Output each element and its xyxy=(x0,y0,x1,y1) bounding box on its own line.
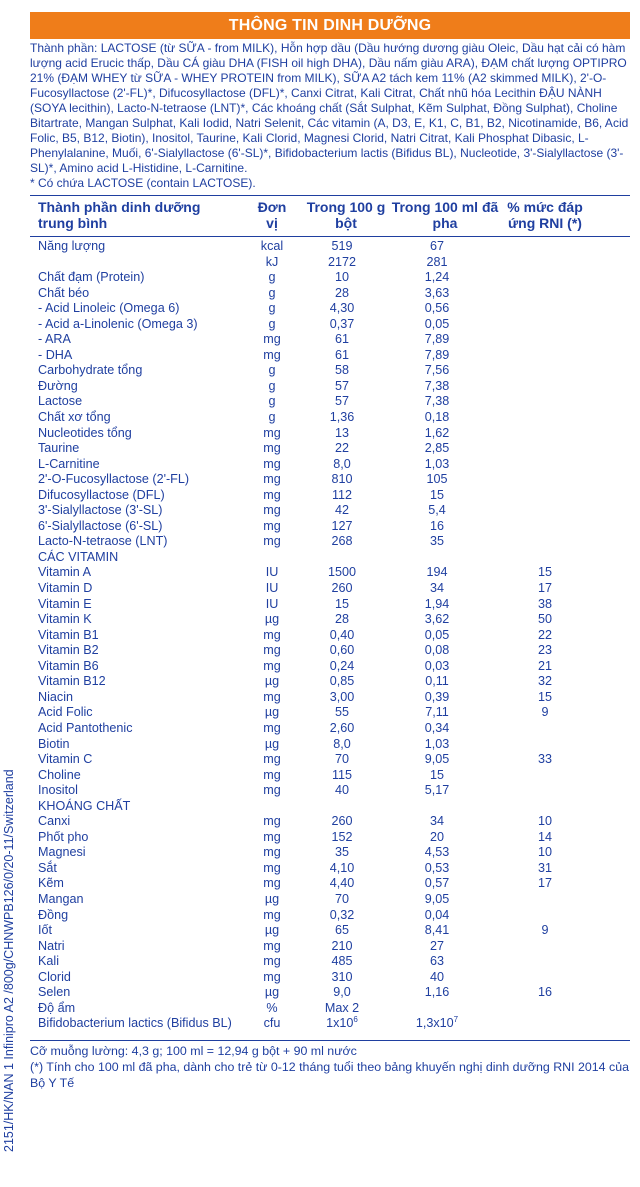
per-100g-value: Max 2 xyxy=(324,1000,360,1015)
rni-percent: 16 xyxy=(537,985,552,1000)
unit: mg xyxy=(263,332,281,347)
per-100ml-value: 3,62 xyxy=(424,612,450,627)
nutrient-name: Lactose xyxy=(38,394,83,409)
rni-percent: 32 xyxy=(537,674,552,689)
per-100ml-value: 0,11 xyxy=(425,674,449,689)
table-row xyxy=(30,441,630,457)
unit: mg xyxy=(263,720,281,735)
per-100g-value: 58 xyxy=(334,363,349,378)
rni-percent: 31 xyxy=(537,860,552,875)
per-100g-value: $1x10^6$ xyxy=(326,1015,358,1031)
nutrient-name: Chất đạm (Protein) xyxy=(38,270,145,285)
nutrient-name: Chất xơ tổng xyxy=(38,410,111,425)
unit: % xyxy=(266,1000,278,1015)
nutrient-name: Vitamin C xyxy=(38,752,93,767)
unit: µg xyxy=(264,891,280,906)
rni-percent: 10 xyxy=(537,814,552,829)
unit: mg xyxy=(263,969,281,984)
per-100g-value: 0,40 xyxy=(329,627,355,642)
rni-percent: 23 xyxy=(537,643,552,658)
unit: mg xyxy=(263,767,281,782)
per-100ml-value: 7,56 xyxy=(424,363,450,378)
nutrient-name: Magnesi xyxy=(38,845,86,860)
per-100ml-value: 9,05 xyxy=(424,891,450,906)
unit: µg xyxy=(264,736,280,751)
per-100ml-value: 0,03 xyxy=(424,658,450,673)
unit: cfu xyxy=(263,1016,281,1031)
unit: µg xyxy=(264,612,280,627)
per-100ml-value: $1,3x10^7$ xyxy=(415,1015,459,1031)
rni-percent: 17 xyxy=(537,876,552,891)
table-row xyxy=(30,503,630,519)
per-100g-value: 810 xyxy=(331,472,353,487)
header-per-100ml: Trong 100 ml đã pha xyxy=(391,199,499,231)
nutrient-name: Inositol xyxy=(38,783,78,798)
nutrient-name: Phốt pho xyxy=(38,829,89,844)
nutrient-name: Canxi xyxy=(38,814,71,829)
table-row xyxy=(30,286,630,302)
nutrient-name: Natri xyxy=(38,938,65,953)
per-100ml-value: 0,05 xyxy=(424,627,450,642)
per-100g-value: 70 xyxy=(334,891,349,906)
per-100ml-value: 7,89 xyxy=(424,347,450,362)
per-100ml-value: 20 xyxy=(429,829,444,844)
nutrient-name: - Acid Linoleic (Omega 6) xyxy=(38,301,180,316)
unit: mg xyxy=(263,503,281,518)
rni-percent: 9 xyxy=(541,923,549,938)
rni-percent: 15 xyxy=(537,689,552,704)
per-100ml-value: 1,03 xyxy=(424,456,450,471)
table-row xyxy=(30,752,630,768)
unit: g xyxy=(268,410,276,425)
nutrient-name: Acid Folic xyxy=(38,705,93,720)
nutrient-name: Nucleotides tổng xyxy=(38,425,132,440)
nutrient-name: Vitamin B1 xyxy=(38,627,99,642)
per-100g-value: 3,00 xyxy=(329,689,355,704)
per-100g-value: 260 xyxy=(331,581,353,596)
unit: mg xyxy=(263,441,281,456)
table-row xyxy=(30,550,630,566)
per-100g-value: 4,40 xyxy=(329,876,355,891)
per-100g-value: 1,36 xyxy=(329,410,355,425)
unit: IU xyxy=(265,581,279,596)
per-100g-value: 310 xyxy=(331,969,353,984)
rni-percent: 22 xyxy=(537,627,552,642)
footer-divider xyxy=(30,1040,630,1041)
rni-percent: 17 xyxy=(537,581,552,596)
unit: mg xyxy=(263,472,281,487)
table-row xyxy=(30,255,630,271)
unit: mg xyxy=(263,534,281,549)
unit: g xyxy=(268,301,276,316)
per-100ml-value: 8,41 xyxy=(424,923,450,938)
table-row xyxy=(30,737,630,753)
rni-percent: 21 xyxy=(537,658,552,673)
per-100g-value: 485 xyxy=(331,954,353,969)
table-row xyxy=(30,985,630,1001)
table-row xyxy=(30,270,630,286)
unit: mg xyxy=(263,845,281,860)
per-100ml-value: 34 xyxy=(429,814,444,829)
table-row xyxy=(30,830,630,846)
table-row xyxy=(30,519,630,535)
nutrient-name: Đường xyxy=(38,378,78,393)
per-100g-value: 268 xyxy=(331,534,353,549)
nutrient-name: Iốt xyxy=(38,923,53,938)
nutrient-name: Vitamin D xyxy=(38,581,93,596)
table-row xyxy=(30,363,630,379)
table-row xyxy=(30,394,630,410)
per-100g-value: 42 xyxy=(334,503,349,518)
per-100g-value: 0,37 xyxy=(329,316,355,331)
nutrient-name: 3'-Sialyllactose (3'-SL) xyxy=(38,503,163,518)
nutrient-name: Vitamin E xyxy=(38,596,92,611)
rni-percent: 14 xyxy=(537,829,552,844)
per-100g-value: 519 xyxy=(331,239,353,253)
nutrient-name: 6'-Sialyllactose (6'-SL) xyxy=(38,518,163,533)
nutrient-name: Đồng xyxy=(38,907,69,922)
table-row xyxy=(30,426,630,442)
table-row xyxy=(30,628,630,644)
rni-percent: 10 xyxy=(537,845,552,860)
per-100ml-value: 16 xyxy=(429,518,444,533)
table-row xyxy=(30,643,630,659)
nutrient-name: Choline xyxy=(38,767,81,782)
scoop-info: Cỡ muỗng lường: 4,3 g; 100 ml = 12,94 g bột + 90 ml nước xyxy=(30,1043,357,1058)
per-100ml-value: 0,08 xyxy=(424,643,450,658)
footer-notes xyxy=(30,1043,630,1091)
table-row xyxy=(30,457,630,473)
table-row xyxy=(30,239,630,255)
per-100g-value: 28 xyxy=(334,612,349,627)
nutrient-name: Bifidobacterium lactics (Bifidus BL) xyxy=(38,1016,232,1031)
per-100ml-value: 0,53 xyxy=(424,860,450,875)
per-100ml-value: 194 xyxy=(426,565,448,580)
table-row xyxy=(30,410,630,426)
table-row xyxy=(30,674,630,690)
per-100ml-value: 7,89 xyxy=(424,332,450,347)
per-100g-value: 0,24 xyxy=(329,658,355,673)
nutrient-name: Vitamin A xyxy=(38,565,91,580)
per-100ml-value: 105 xyxy=(426,472,448,487)
table-row xyxy=(30,534,630,550)
nutrient-name: Vitamin B12 xyxy=(38,674,106,689)
per-100g-value: 8,0 xyxy=(333,456,351,471)
table-row xyxy=(30,939,630,955)
table-row xyxy=(30,861,630,877)
nutrient-name: - ARA xyxy=(38,332,71,347)
unit: g xyxy=(268,378,276,393)
per-100ml-value: 7,11 xyxy=(425,705,449,720)
table-row xyxy=(30,908,630,924)
per-100ml-value: 1,03 xyxy=(424,736,450,751)
nutrient-name: Vitamin B2 xyxy=(38,643,99,658)
nutrient-name: Biotin xyxy=(38,736,70,751)
nutrient-name: Difucosyllactose (DFL) xyxy=(38,487,165,502)
per-100g-value: 35 xyxy=(334,845,349,860)
per-100g-value: 10 xyxy=(334,270,349,285)
unit: mg xyxy=(263,876,281,891)
ingredients-paragraph: Thành phần: LACTOSE (từ SỮA - from MILK), Hỗn hợp dầu (Dầu hướng dương giàu Oleic, Dầu hạt cải có hàm lượng acid Erucic thấp, Dầu CÁ giàu DHA (FISH oil high DHA), Dầu nấm giàu ARA), ĐẠM chất lượng OPTIPRO 21% (ĐẠM WHEY từ SỮA - WHEY PROTEIN from MILK), SỮA A2 tách kem 11% (A2 skimmed MILK), 2'-O-Fucosyllactose (2'-FL)*, Difucosyllactose (DFL)*, Canxi Citrat, Kali Citrat, Chất nhũ hóa Lecithin ĐẬU NÀNH (SOYA lecithin), Lacto-N-tetraose (LNT)*, Các khoáng chất (Sắt Sulphat, Kẽm Sulphat, Đồng Sulphat), Choline Bitartrate, Mangan Sulphat, Kali Iodid, Natri Selenit, Các vitamin (A, D3, E, K1, C, B1, B2, Nicotinamide, B6, Acid Folic, B5, B12, Biotin), Inositol, Taurine, Kali Clorid, Magnesi Clorid, Natri Citrat, Kali Phosphat Dibasic, L-Phenylalanine, Muối, 6'-Sialyllactose (6'-SL)*, Bifidobacterium lactis (Bifidus BL), Nucleotide, 3'-Sialyllactose (3'-SL)*, Amino acid L-Histidine, L-Carnitine. xyxy=(30,41,629,175)
per-100g-value: 55 xyxy=(334,705,349,720)
unit: mg xyxy=(263,518,281,533)
unit: mg xyxy=(263,627,281,642)
per-100g-value: 210 xyxy=(331,938,353,953)
per-100ml-value: 2,85 xyxy=(424,441,450,456)
per-100g-value: 70 xyxy=(334,752,349,767)
unit: mg xyxy=(263,643,281,658)
per-100ml-value: 40 xyxy=(429,969,444,984)
per-100g-value: 61 xyxy=(334,332,349,347)
per-100ml-value: 0,05 xyxy=(424,316,450,331)
rni-percent: 50 xyxy=(537,612,552,627)
table-row xyxy=(30,597,630,613)
per-100ml-value: 34 xyxy=(429,581,444,596)
per-100g-value: 127 xyxy=(331,518,353,533)
unit: mg xyxy=(263,860,281,875)
per-100ml-value: 0,39 xyxy=(424,689,450,704)
unit: µg xyxy=(264,923,280,938)
table-row xyxy=(30,923,630,939)
unit: kJ xyxy=(265,254,279,269)
unit: mg xyxy=(263,907,281,922)
nutrient-name: Selen xyxy=(38,985,71,1000)
per-100ml-value: 1,16 xyxy=(424,985,450,1000)
table-row xyxy=(30,659,630,675)
per-100g-value: 115 xyxy=(331,767,353,782)
per-100g-value: 0,32 xyxy=(329,907,355,922)
table-row xyxy=(30,705,630,721)
unit: mg xyxy=(263,425,281,440)
per-100ml-value: 1,62 xyxy=(424,425,450,440)
table-row xyxy=(30,892,630,908)
nutrient-name: Carbohydrate tổng xyxy=(38,363,143,378)
per-100ml-value: 5,17 xyxy=(424,783,450,798)
rni-percent: 33 xyxy=(537,752,552,767)
lactose-note: * Có chứa LACTOSE (contain LACTOSE). xyxy=(30,176,256,190)
per-100g-value: 0,85 xyxy=(329,674,355,689)
unit: kcal xyxy=(260,239,284,253)
nutrient-name: Acid Pantothenic xyxy=(38,720,133,735)
per-100ml-value: 0,56 xyxy=(424,301,450,316)
nutrient-name: Chất béo xyxy=(38,285,90,300)
per-100g-value: 57 xyxy=(334,378,349,393)
table-row xyxy=(30,1016,630,1032)
rni-percent: 9 xyxy=(541,705,549,720)
per-100ml-value: 7,38 xyxy=(424,378,450,393)
unit: mg xyxy=(263,752,281,767)
table-row xyxy=(30,845,630,861)
nutrient-name: Niacin xyxy=(38,689,73,704)
nutrient-name: Kali xyxy=(38,954,59,969)
nutrient-name: Taurine xyxy=(38,441,80,456)
per-100g-value: 2172 xyxy=(327,254,357,269)
per-100g-value: 61 xyxy=(334,347,349,362)
unit: µg xyxy=(264,985,280,1000)
table-row xyxy=(30,317,630,333)
per-100ml-value: 9,05 xyxy=(424,752,450,767)
nutrient-name: Vitamin B6 xyxy=(38,658,99,673)
per-100ml-value: 0,18 xyxy=(424,410,450,425)
table-row xyxy=(30,799,630,815)
rni-footnote: (*) Tính cho 100 ml đã pha, dành cho trẻ từ 0-12 tháng tuổi theo bảng khuyến nghị dinh dưỡng RNI 2014 của Bộ Y Tế xyxy=(30,1059,629,1090)
table-row xyxy=(30,783,630,799)
per-100ml-value: 7,38 xyxy=(424,394,450,409)
unit: µg xyxy=(264,705,280,720)
table-row xyxy=(30,379,630,395)
table-row xyxy=(30,768,630,784)
nutrient-name: Clorid xyxy=(38,969,71,984)
per-100g-value: 13 xyxy=(334,425,349,440)
table-row xyxy=(30,814,630,830)
unit: mg xyxy=(263,658,281,673)
product-code-vertical: 2151/HK/NAN 1 Infinipro A2 /800g/CHNWPB126/0/20-11/Switzerland xyxy=(2,769,16,1152)
per-100ml-value: 3,63 xyxy=(424,285,450,300)
unit: g xyxy=(268,316,276,331)
per-100ml-value: 1,94 xyxy=(424,596,450,611)
per-100g-value: 112 xyxy=(331,487,353,502)
unit: mg xyxy=(263,814,281,829)
per-100g-value: 28 xyxy=(334,285,349,300)
per-100ml-value: 0,34 xyxy=(424,720,450,735)
table-row xyxy=(30,612,630,628)
nutrient-name: Mangan xyxy=(38,891,84,906)
nutrient-name: 2'-O-Fucosyllactose (2'-FL) xyxy=(38,472,190,487)
header-rni: % mức đáp ứng RNI (*) xyxy=(507,199,583,231)
table-row xyxy=(30,876,630,892)
per-100ml-value: 63 xyxy=(429,954,444,969)
per-100ml-value: 1,24 xyxy=(424,270,450,285)
table-row xyxy=(30,348,630,364)
nutrient-name: Năng lượng xyxy=(38,239,106,253)
nutrient-name: Độ ẩm xyxy=(38,1000,76,1015)
per-100ml-value: 0,57 xyxy=(424,876,450,891)
header-per-100g: Trong 100 g bột xyxy=(306,199,386,231)
per-100g-value: 152 xyxy=(331,829,353,844)
unit: mg xyxy=(263,829,281,844)
unit: mg xyxy=(263,954,281,969)
per-100g-value: 15 xyxy=(334,596,349,611)
ingredients-text xyxy=(30,41,630,191)
header-nutrient: Thành phần dinh dưỡng trung bình xyxy=(38,199,201,231)
table-row xyxy=(30,970,630,986)
per-100g-value: 4,30 xyxy=(329,301,355,316)
unit: µg xyxy=(264,674,280,689)
table-row xyxy=(30,565,630,581)
per-100g-value: 40 xyxy=(334,783,349,798)
table-row xyxy=(30,690,630,706)
table-row xyxy=(30,301,630,317)
table-row xyxy=(30,721,630,737)
table-row xyxy=(30,472,630,488)
unit: g xyxy=(268,363,276,378)
nutrient-name: - DHA xyxy=(38,347,73,362)
table-header xyxy=(30,195,630,237)
nutrient-name: Lacto-N-tetraose (LNT) xyxy=(38,534,168,549)
per-100ml-value: 27 xyxy=(429,938,444,953)
unit: IU xyxy=(265,596,279,611)
unit: g xyxy=(268,394,276,409)
per-100ml-value: 67 xyxy=(429,239,444,253)
per-100g-value: 2,60 xyxy=(329,720,355,735)
unit: mg xyxy=(263,938,281,953)
nutrient-name: KHOÁNG CHẤT xyxy=(38,798,131,813)
per-100g-value: 9,0 xyxy=(333,985,351,1000)
per-100ml-value: 4,53 xyxy=(424,845,450,860)
nutrient-name: Vitamin K xyxy=(38,612,92,627)
table-row xyxy=(30,954,630,970)
per-100g-value: 8,0 xyxy=(333,736,351,751)
unit: mg xyxy=(263,487,281,502)
rni-percent: 15 xyxy=(537,565,552,580)
unit: mg xyxy=(263,456,281,471)
table-row xyxy=(30,1001,630,1017)
unit: IU xyxy=(265,565,279,580)
header-unit: Đơn vị xyxy=(257,199,287,231)
nutrition-panel xyxy=(30,12,630,1091)
table-row xyxy=(30,581,630,597)
per-100g-value: 22 xyxy=(334,441,349,456)
per-100g-value: 1500 xyxy=(327,565,357,580)
per-100ml-value: 0,04 xyxy=(424,907,450,922)
per-100g-value: 4,10 xyxy=(329,860,355,875)
nutrient-name: Sắt xyxy=(38,860,57,875)
table-row xyxy=(30,332,630,348)
table-row xyxy=(30,488,630,504)
unit: g xyxy=(268,270,276,285)
per-100g-value: 0,60 xyxy=(329,643,355,658)
rni-percent: 38 xyxy=(537,596,552,611)
nutrient-name: - Acid a-Linolenic (Omega 3) xyxy=(38,316,198,331)
per-100ml-value: 5,4 xyxy=(428,503,446,518)
per-100ml-value: 281 xyxy=(426,254,448,269)
per-100g-value: 57 xyxy=(334,394,349,409)
per-100g-value: 65 xyxy=(334,923,349,938)
unit: mg xyxy=(263,783,281,798)
per-100g-value: 260 xyxy=(331,814,353,829)
nutrient-name: L-Carnitine xyxy=(38,456,100,471)
unit: mg xyxy=(263,689,281,704)
nutrient-name: Kẽm xyxy=(38,876,64,891)
unit: mg xyxy=(263,347,281,362)
nutrition-title: THÔNG TIN DINH DƯỠNG xyxy=(30,12,630,39)
nutrition-table-body xyxy=(30,239,630,1032)
per-100ml-value: 15 xyxy=(429,487,444,502)
unit: g xyxy=(268,285,276,300)
per-100ml-value: 15 xyxy=(429,767,444,782)
nutrient-name: CÁC VITAMIN xyxy=(38,549,119,564)
per-100ml-value: 35 xyxy=(429,534,444,549)
